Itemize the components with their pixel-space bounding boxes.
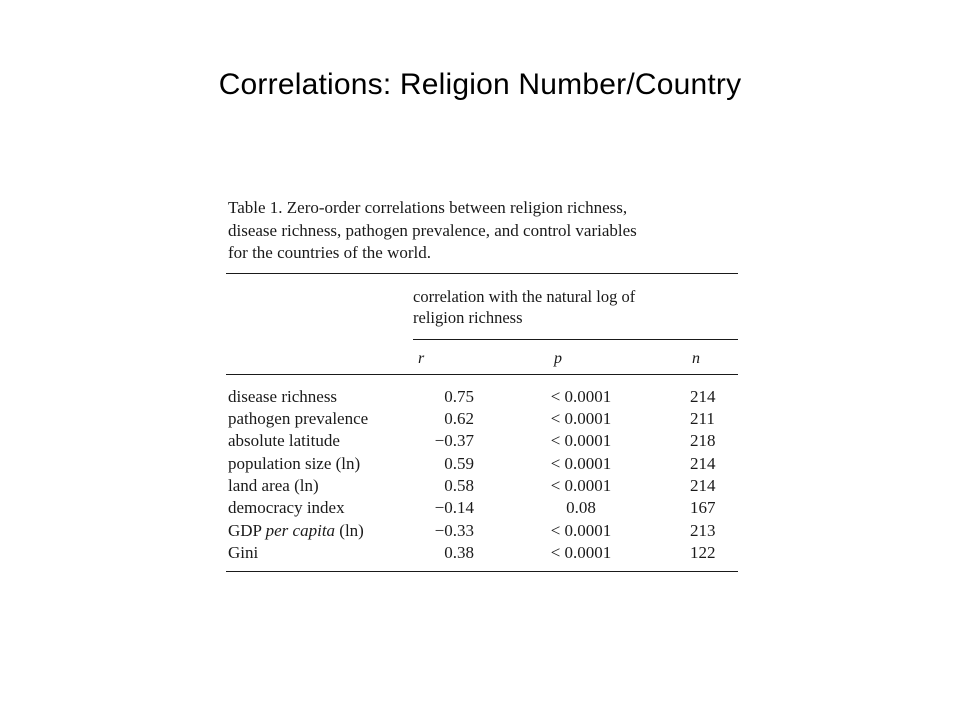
column-header-p: p xyxy=(554,349,562,367)
cell-p: < 0.0001 xyxy=(550,431,612,451)
cell-n: 214 xyxy=(690,386,716,406)
cell-r: 0.59 xyxy=(444,453,474,473)
column-header-n: n xyxy=(692,349,700,367)
cell-r: −0.33 xyxy=(434,520,474,540)
spanner-line: religion richness xyxy=(413,307,523,327)
row-label: GDP per capita (ln) xyxy=(228,520,364,540)
cell-n: 214 xyxy=(690,453,716,473)
table-row xyxy=(226,408,740,430)
row-label: democracy index xyxy=(228,498,345,518)
cell-p: < 0.0001 xyxy=(550,476,612,496)
cell-p: < 0.0001 xyxy=(550,520,612,540)
caption-line: disease richness, pathogen prevalence, and control variables xyxy=(228,220,637,240)
cell-p: < 0.0001 xyxy=(550,408,612,428)
caption-line: Table 1. Zero-order correlations between religion richness, xyxy=(228,198,628,217)
row-label: population size (ln) xyxy=(228,453,361,473)
column-headers xyxy=(226,340,740,374)
cell-r: −0.14 xyxy=(434,498,474,518)
table-row xyxy=(226,430,740,452)
table-row xyxy=(226,542,740,564)
row-label: Gini xyxy=(228,543,259,563)
slide-title: Correlations: Religion Number/Country xyxy=(218,68,742,101)
cell-n: 218 xyxy=(690,431,716,451)
column-spanner xyxy=(413,274,738,340)
table-row xyxy=(226,497,740,519)
table-figure xyxy=(226,197,740,572)
bottom-rule xyxy=(226,571,738,572)
row-label: disease richness xyxy=(228,386,338,406)
cell-n: 211 xyxy=(690,408,715,428)
cell-p: < 0.0001 xyxy=(550,453,612,473)
cell-r: 0.75 xyxy=(444,386,474,406)
cell-n: 214 xyxy=(690,476,716,496)
cell-r: 0.38 xyxy=(444,543,474,563)
table-row xyxy=(226,386,740,408)
table-row xyxy=(226,520,740,542)
column-header-r: r xyxy=(418,349,425,367)
cell-p: 0.08 xyxy=(566,498,596,518)
spanner-line: correlation with the natural log of xyxy=(413,286,636,306)
cell-n: 122 xyxy=(690,543,716,563)
cell-r: 0.62 xyxy=(444,408,474,428)
cell-p: < 0.0001 xyxy=(550,543,612,563)
table-caption xyxy=(226,197,740,265)
row-label: absolute latitude xyxy=(228,431,340,451)
table-row xyxy=(226,475,740,497)
caption-line: for the countries of the world. xyxy=(228,243,431,262)
cell-r: −0.37 xyxy=(434,431,474,451)
cell-n: 213 xyxy=(690,520,716,540)
cell-p: < 0.0001 xyxy=(550,386,612,406)
table-body xyxy=(226,375,740,565)
row-label: land area (ln) xyxy=(228,476,319,496)
cell-r: 0.58 xyxy=(444,476,474,496)
cell-n: 167 xyxy=(690,498,716,518)
table-row xyxy=(226,453,740,475)
row-label: pathogen prevalence xyxy=(228,408,369,428)
